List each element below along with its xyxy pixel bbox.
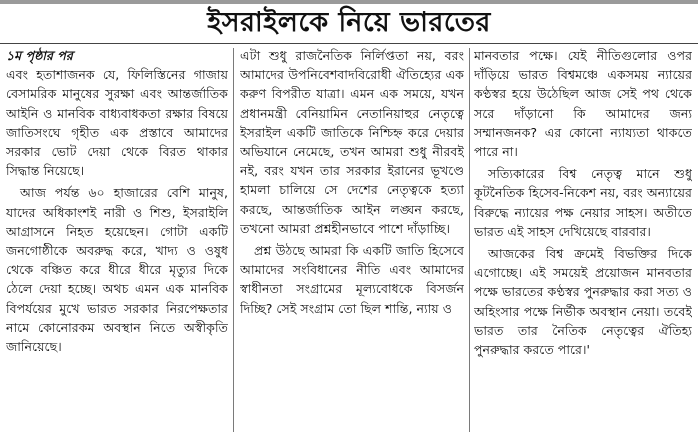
- article-column-1: [6, 46, 228, 434]
- continued-from-label: ১ম পৃষ্ঠার পর: [6, 48, 73, 63]
- paragraph: আজকের বিশ্ব ক্রমেই বিভক্তির দিকে এগোচ্ছে। এই সময়েই প্রয়োজন মানবতার পক্ষে ভারতের কণ্ঠস্বর পুনরুদ্ধার করা সত্য ও অহিংসার পক্ষে নির্ভীক অবস্থান নেয়া। তবেই ভারত তার নৈতিক নেতৃত্বের ঐতিহ্য পুনরুদ্ধার করতে পারে।': [474, 246, 692, 358]
- paragraph: এবং হতাশাজনক যে, ফিলিস্তিনের গাজায় বেসামরিক মানুষের সুরক্ষা এবং আন্তর্জাতিক আইনি ও মানবিক বাধ্যবাধকতা রক্ষার বিষয়ে জাতিসংঘে গৃহীত এক প্রস্তাবে আমাদের সরকার ভোট দেয়া থেকে বিরত থাকার সিদ্ধান্ত নিয়েছে।: [6, 67, 228, 179]
- paragraph: মানবতার পক্ষে। যেই নীতিগুলোর ওপর দাঁড়িয়ে ভারত বিশ্বমঞ্চে একসময় ন্যায়ের কণ্ঠস্বর হয়ে উঠেছিল আজ সেই পথ থেকে সরে দাঁড়ানো কি আমাদের জন্য সম্মানজনক? এর কোনো ন্যায্যতা থাকতে পারে না।: [474, 48, 692, 160]
- paragraph: সত্যিকারের বিশ্ব নেতৃত্ব মানে শুধু কূটনৈতিক হিসেব-নিকেশ নয়, বরং অন্যায়ের বিরুদ্ধে ন্যায়ের পক্ষ নেয়ার সাহস। অতীতে ভারত এই সাহস দেখিয়েছে বারবার।: [474, 166, 692, 239]
- article-headline: ইসরাইলকে নিয়ে ভারতের: [207, 7, 491, 38]
- paragraph: আজ পর্যন্ত ৬০ হাজারের বেশি মানুষ, যাদের অধিকাংশই নারী ও শিশু, ইসরাইলি আগ্রাসনে নিহত হয়েছেন। গোটা একটি জনগোষ্ঠীকে অবরুদ্ধ করে, খাদ্য ও ওষুধ থেকে বঞ্চিত করে ধীরে ধীরে মৃত্যুর দিকে ঠেলে দেয়া হচ্ছে। অথচ এমন এক মানবিক বিপর্যয়ের মুখে ভারত সরকার নিরপেক্ষতার নামে কোনোরকম অবস্থান নিতে অস্বীকৃতি জানিয়েছে।: [6, 185, 228, 355]
- column-divider: [469, 48, 470, 432]
- article-column-2: [240, 46, 464, 434]
- paragraph: এটা শুধু রাজনৈতিক নির্লিপ্ততা নয়, বরং আমাদের উপনিবেশবাদবিরোধী ঐতিহ্যের এক করুণ বিপরীত যাত্রা। এমন এক সময়ে, যখন প্রধানমন্ত্রী বেনিয়ামিন নেতানিয়াহুর নেতৃত্বে ইসরাইল একটি জাতিকে নিশ্চিহ্ন করে দেয়ার অভিযানে নেমেছে, তখন আমরা শুধু নীরবই নই, বরং যখন তার সরকার ইরানের ভূখণ্ডে হামলা চালিয়ে সে দেশের নেতৃত্বকে হত্যা করছে, আন্তর্জাতিক আইন লঙ্ঘন করছে, তখনো আমরা প্রশ্নহীনভাবে পাশে দাঁড়াচ্ছি।: [240, 48, 464, 236]
- column-divider: [233, 48, 234, 432]
- paragraph: প্রশ্ন উঠছে আমরা কি একটি জাতি হিসেবে আমাদের সংবিধানের নীতি এবং আমাদের স্বাধীনতা সংগ্রামের মূল্যবোধকে বিসর্জন দিচ্ছি? সেই সংগ্রাম তো ছিল শান্তি, ন্যায় ও: [240, 243, 464, 316]
- article-column-3: [474, 46, 692, 434]
- headline-rule: [0, 43, 698, 44]
